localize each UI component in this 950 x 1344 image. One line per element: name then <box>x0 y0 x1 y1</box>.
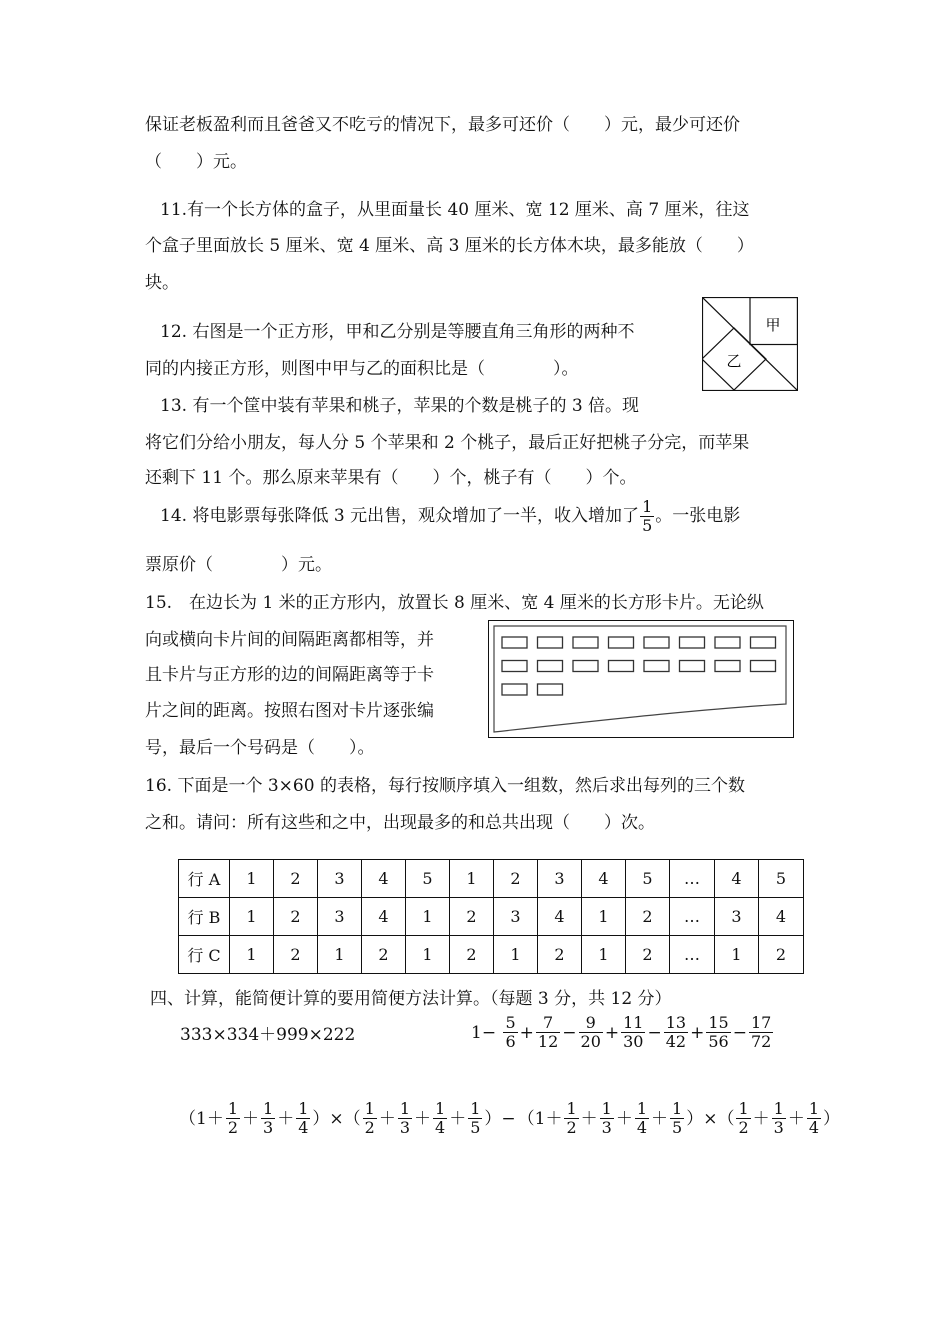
expr2-fraction-num: 7 <box>536 1014 560 1033</box>
expr3-symbol: （1＋ <box>179 1108 224 1129</box>
table-cell: 1 <box>715 936 759 974</box>
expr2-fraction-den: 12 <box>537 1032 559 1051</box>
expr2-fraction-num: 15 <box>708 1013 729 1032</box>
expr2-operator: − <box>647 1022 662 1043</box>
expr3-fraction-den: 4 <box>636 1118 648 1137</box>
expr2-fraction <box>621 1014 645 1051</box>
label-yi: 乙 <box>726 352 742 370</box>
expr3-fraction <box>772 1100 786 1137</box>
table-cell: 4 <box>715 860 759 898</box>
expr2-operator: − <box>732 1022 747 1043</box>
number-table <box>178 859 804 974</box>
table-cell: 1 <box>494 936 538 974</box>
expr2-fraction-den: 56 <box>708 1032 729 1051</box>
card <box>502 684 527 695</box>
expr2-fraction <box>536 1014 560 1051</box>
expr3-symbol: ）×（ <box>686 1108 735 1129</box>
table-cell: 2 <box>759 936 804 974</box>
expr3-fraction-num: 1 <box>636 1099 648 1118</box>
card-grid <box>502 637 776 695</box>
expr2-fraction-den: 72 <box>750 1032 772 1051</box>
expr3-fraction <box>433 1100 447 1137</box>
q14-text-before: 14. 将电影票每张降低 3 元出售，观众增加了一半，收入增加了 <box>160 506 640 526</box>
expr3-symbol: ）− <box>484 1108 516 1129</box>
table-cell: 1 <box>230 898 274 936</box>
expr3-fraction <box>736 1100 750 1137</box>
expr3-fraction <box>564 1100 578 1137</box>
q11-line-1: 11.有一个长方体的盒子，从里面量长 40 厘米、宽 12 厘米、高 7 厘米，往这 <box>160 200 750 220</box>
table-cell: … <box>670 936 715 974</box>
card <box>573 661 598 672</box>
expr2-fraction <box>706 1014 730 1051</box>
q13-line-2: 将它们分给小朋友，每人分 5 个苹果和 2 个桃子，最后正好把桃子分完，而苹果 <box>145 433 750 453</box>
table-cell: 2 <box>362 936 406 974</box>
table-cell: 1 <box>450 860 494 898</box>
q15-line-3: 且卡片与正方形的边的间隔距离等于卡 <box>145 665 434 685</box>
table-cell: 2 <box>274 860 318 898</box>
q15-line-4: 片之间的距离。按照右图对卡片逐张编 <box>145 701 434 721</box>
expr3-fraction-den: 3 <box>399 1118 411 1137</box>
card <box>715 637 740 648</box>
card <box>644 661 669 672</box>
expr3-fraction-den: 4 <box>808 1118 820 1137</box>
table-cell: 1 <box>230 936 274 974</box>
q15-line-5: 号，最后一个号码是（ ）。 <box>145 738 375 758</box>
expr3-symbol: ＋ <box>615 1108 633 1129</box>
table-cell: 4 <box>538 898 582 936</box>
card <box>609 661 634 672</box>
expr3-symbol: ＋ <box>651 1108 669 1129</box>
expr3-fraction-num: 1 <box>672 1099 683 1118</box>
expr3-symbol: ＋ <box>242 1108 260 1129</box>
expr3-fraction <box>670 1100 684 1137</box>
label-jia: 甲 <box>765 316 781 334</box>
table-cell: 4 <box>362 860 406 898</box>
q14-text-after: 。一张电影 <box>655 506 741 526</box>
expr3-fraction-num: 1 <box>470 1099 481 1118</box>
expr-1: 333×334＋999×222 <box>180 1025 356 1045</box>
card <box>538 637 563 648</box>
q12-line-1: 12. 右图是一个正方形，甲和乙分别是等腰直角三角形的两种不 <box>160 322 635 342</box>
expr3-fraction-den: 3 <box>601 1118 612 1137</box>
expr2-fraction-den: 30 <box>623 1032 644 1051</box>
expr3-fraction-den: 5 <box>470 1118 481 1137</box>
expr3-symbol: ＋ <box>414 1108 432 1129</box>
intro-line-2: （ ）元。 <box>145 152 247 172</box>
table-cell: 4 <box>582 860 626 898</box>
expr3-fraction-den: 3 <box>773 1118 784 1137</box>
expr3-symbol: （1＋ <box>517 1108 563 1129</box>
q11-line-2: 个盒子里面放长 5 厘米、宽 4 厘米、高 3 厘米的长方体木块，最多能放（ ） <box>145 236 754 256</box>
expr3-symbol: ＋ <box>787 1108 805 1129</box>
card-layout-figure <box>488 620 794 738</box>
square-figure <box>702 297 798 391</box>
card <box>538 661 563 672</box>
table-cell: 2 <box>450 898 494 936</box>
table-cell: 1 <box>406 936 450 974</box>
expr3-fraction-den: 2 <box>566 1118 577 1137</box>
expr3-fraction-num: 1 <box>601 1099 612 1118</box>
q13-line-3: 还剩下 11 个。那么原来苹果有（ ）个，桃子有（ ）个。 <box>145 468 637 488</box>
expr-2 <box>470 1012 774 1053</box>
expr3-fraction <box>226 1100 240 1137</box>
expr2-operator: + <box>690 1022 705 1043</box>
card <box>573 637 598 648</box>
expr3-symbol: ＋ <box>449 1108 467 1129</box>
q14-frac-num: 1 <box>642 497 653 516</box>
expr3-fraction-num: 1 <box>364 1099 375 1118</box>
q15-line-2: 向或横向卡片间的间隔距离都相等，并 <box>145 630 434 650</box>
card <box>644 637 669 648</box>
table-cell: 2 <box>494 860 538 898</box>
expr2-fraction <box>579 1014 603 1051</box>
table-row <box>179 936 804 974</box>
expr3-fraction-den: 4 <box>435 1118 446 1137</box>
expr2-fraction-num: 13 <box>665 1013 687 1032</box>
table-cell: 2 <box>626 936 670 974</box>
row-header: 行 A <box>179 860 230 898</box>
expr2-fraction-den: 42 <box>665 1032 687 1051</box>
card <box>609 637 634 648</box>
table-cell: 1 <box>318 936 362 974</box>
q16-line-1: 16. 下面是一个 3×60 的表格，每行按顺序填入一组数，然后求出每列的三个数 <box>145 776 745 796</box>
q14-line-1 <box>160 496 740 536</box>
expr3-fraction <box>296 1100 310 1137</box>
expr2-fraction-den: 6 <box>505 1032 516 1051</box>
section4-heading: 四、计算，能简便计算的要用简便方法计算。（每题 3 分，共 12 分） <box>150 989 672 1009</box>
expr3-fraction <box>398 1100 412 1137</box>
expr3-fraction-den: 2 <box>738 1118 749 1137</box>
q11-line-3: 块。 <box>145 273 179 293</box>
expr3-fraction <box>600 1100 614 1137</box>
card <box>680 637 705 648</box>
table-cell: 5 <box>759 860 804 898</box>
expr3-fraction-num: 1 <box>298 1099 309 1118</box>
card <box>715 661 740 672</box>
expr3-fraction-den: 5 <box>672 1118 683 1137</box>
q14-frac-den: 5 <box>642 516 653 535</box>
card <box>538 684 563 695</box>
row-header: 行 B <box>179 898 230 936</box>
expr2-fraction-num: 17 <box>750 1013 772 1032</box>
card <box>751 637 776 648</box>
table-cell: 3 <box>494 898 538 936</box>
expr2-operator: + <box>604 1022 620 1043</box>
table-cell: … <box>670 860 715 898</box>
table-cell: … <box>670 898 715 936</box>
expr3-fraction-num: 1 <box>399 1099 411 1118</box>
row-header: 行 C <box>179 936 230 974</box>
expr3-fraction <box>635 1100 649 1137</box>
table-row <box>179 898 804 936</box>
table-cell: 1 <box>406 898 450 936</box>
table-cell: 4 <box>759 898 804 936</box>
table-cell: 3 <box>715 898 759 936</box>
table-cell: 2 <box>538 936 582 974</box>
table-cell: 3 <box>538 860 582 898</box>
expr3-fraction-den: 2 <box>227 1118 239 1137</box>
card <box>502 637 527 648</box>
expr3-symbol: ） <box>823 1108 841 1129</box>
card <box>502 661 527 672</box>
card <box>751 661 776 672</box>
expr3-fraction-den: 2 <box>364 1118 375 1137</box>
expr3-fraction-num: 1 <box>227 1099 239 1118</box>
card <box>680 661 705 672</box>
expr2-operator: − <box>562 1022 577 1043</box>
expr3-fraction-num: 1 <box>773 1099 784 1118</box>
expr3-fraction-den: 3 <box>263 1118 274 1137</box>
expr3-fraction <box>468 1100 482 1137</box>
table-row <box>179 860 804 898</box>
intro-line-1: 保证老板盈利而且爸爸又不吃亏的情况下，最多可还价（ ）元，最少可还价 <box>145 115 740 135</box>
expr3-symbol: ＋ <box>378 1108 396 1129</box>
q14-line-2: 票原价（ ）元。 <box>145 555 332 575</box>
expr-3 <box>178 1098 841 1139</box>
expr3-fraction-num: 1 <box>435 1099 446 1118</box>
q14-fraction <box>640 498 654 535</box>
expr2-operator: + <box>519 1022 534 1043</box>
q16-line-2: 之和。请问：所有这些和之中，出现最多的和总共出现（ ）次。 <box>145 813 655 833</box>
expr2-fraction-num: 11 <box>623 1013 644 1032</box>
table-cell: 2 <box>626 898 670 936</box>
table-cell: 4 <box>362 898 406 936</box>
table-cell: 1 <box>582 936 626 974</box>
expr3-fraction-num: 1 <box>808 1099 820 1118</box>
q12-line-2: 同的内接正方形，则图中甲与乙的面积比是（ ）。 <box>145 359 579 379</box>
expr2-fraction-num: 5 <box>505 1013 516 1032</box>
expr2-fraction <box>749 1014 773 1051</box>
expr3-fraction-num: 1 <box>738 1099 749 1118</box>
table-cell: 3 <box>318 860 362 898</box>
expr3-symbol: ）×（ <box>312 1108 361 1129</box>
table-cell: 1 <box>582 898 626 936</box>
table-cell: 2 <box>450 936 494 974</box>
table-cell: 5 <box>406 860 450 898</box>
table-cell: 1 <box>230 860 274 898</box>
table-cell: 3 <box>318 898 362 936</box>
expr3-fraction <box>807 1100 821 1137</box>
q13-line-1: 13. 有一个筐中装有苹果和桃子，苹果的个数是桃子的 3 倍。现 <box>160 396 640 416</box>
table-cell: 2 <box>274 898 318 936</box>
expr3-fraction-den: 4 <box>298 1118 309 1137</box>
expr3-fraction <box>363 1100 377 1137</box>
expr2-fraction <box>503 1014 517 1051</box>
expr2-fraction <box>664 1014 688 1051</box>
expr3-symbol: ＋ <box>580 1108 598 1129</box>
expr2-lead: 1− <box>471 1022 497 1043</box>
expr2-fraction-num: 9 <box>579 1014 603 1033</box>
expr3-fraction-num: 1 <box>263 1099 274 1118</box>
q15-line-1: 15. 在边长为 1 米的正方形内，放置长 8 厘米、宽 4 厘米的长方形卡片。无论纵 <box>145 593 764 613</box>
table-cell: 5 <box>626 860 670 898</box>
expr3-symbol: ＋ <box>277 1108 295 1129</box>
expr2-fraction-den: 20 <box>580 1032 601 1051</box>
expr3-fraction <box>261 1100 275 1137</box>
expr3-fraction-num: 1 <box>566 1099 577 1118</box>
table-cell: 2 <box>274 936 318 974</box>
expr3-symbol: ＋ <box>752 1108 770 1129</box>
